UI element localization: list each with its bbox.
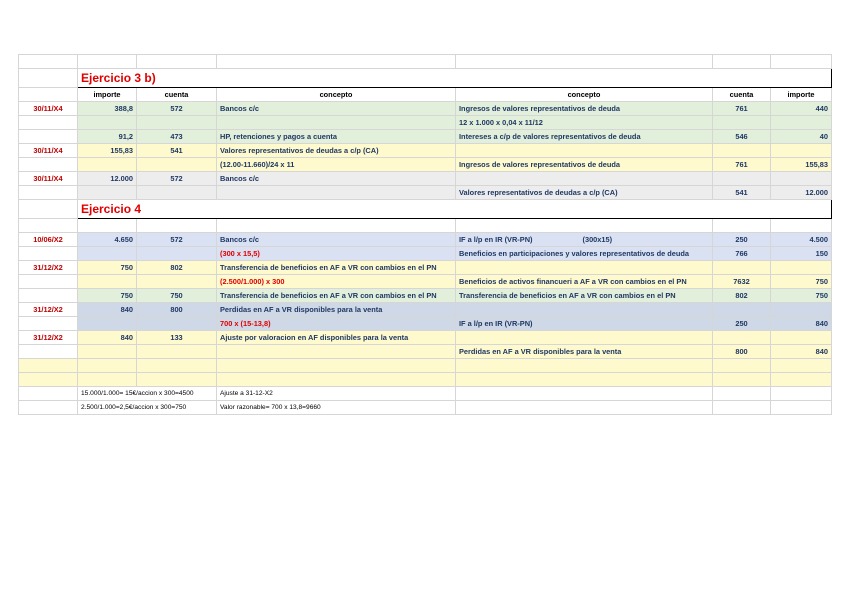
- credit-concept-cell[interactable]: [456, 158, 713, 172]
- credit-concept-cell[interactable]: [456, 289, 713, 303]
- credit-concept-text: Ingresos de valores representativos de deuda: [459, 103, 621, 113]
- credit-concept-cell[interactable]: [456, 102, 713, 116]
- debit-concept-cell[interactable]: (2.500/1.000) x 300: [217, 275, 456, 289]
- credit-amount-cell[interactable]: [771, 261, 832, 275]
- debit-amount-cell[interactable]: 840: [78, 331, 137, 345]
- credit-concept-cell[interactable]: [456, 144, 713, 158]
- credit-concept-text: 12 x 1.000 x 0,04 x 11/12: [459, 117, 543, 127]
- credit-concept-extra: (300x15): [582, 234, 613, 244]
- credit-account-cell[interactable]: [713, 116, 771, 130]
- credit-account-cell[interactable]: [713, 172, 771, 186]
- debit-concept-cell[interactable]: Bancos c/c: [217, 172, 456, 186]
- table-row: [19, 247, 832, 261]
- journal-table: [18, 54, 832, 415]
- header-cuenta-credit[interactable]: cuenta: [713, 88, 771, 102]
- debit-concept-cell[interactable]: [217, 116, 456, 130]
- debit-account-cell[interactable]: 541: [137, 144, 217, 158]
- note-calculation[interactable]: 15.000/1.000= 15€/accion x 300=4500: [78, 387, 217, 401]
- credit-account-cell[interactable]: [713, 331, 771, 345]
- credit-amount-cell[interactable]: 840: [771, 345, 832, 359]
- table-row: [19, 345, 832, 359]
- column-header-row: [19, 88, 832, 102]
- credit-concept-text: Beneficios de activos financueri a AF a VR con cambios en el PN: [459, 276, 687, 286]
- table-row: [19, 116, 832, 130]
- credit-amount-cell[interactable]: 150: [771, 247, 832, 261]
- debit-amount-cell[interactable]: [78, 158, 137, 172]
- credit-amount-cell[interactable]: 840: [771, 317, 832, 331]
- debit-amount-cell[interactable]: [78, 116, 137, 130]
- debit-concept-cell[interactable]: Transferencia de beneficios en AF a VR con cambios en el PN: [217, 261, 456, 275]
- header-cuenta[interactable]: cuenta: [137, 88, 217, 102]
- debit-amount-cell[interactable]: [78, 275, 137, 289]
- exercise4-title[interactable]: Ejercicio 4: [78, 200, 832, 219]
- credit-concept-cell[interactable]: [456, 247, 713, 261]
- blank-row: [19, 373, 832, 387]
- date-cell[interactable]: [19, 247, 78, 261]
- debit-account-cell[interactable]: [137, 116, 217, 130]
- date-cell[interactable]: 10/06/X2: [19, 233, 78, 247]
- debit-account-cell[interactable]: 572: [137, 233, 217, 247]
- spreadsheet: [18, 54, 831, 415]
- debit-account-cell[interactable]: 133: [137, 331, 217, 345]
- debit-concept-cell[interactable]: [217, 186, 456, 200]
- header-importe[interactable]: importe: [78, 88, 137, 102]
- blank-row: [19, 359, 832, 373]
- table-row: [19, 144, 832, 158]
- credit-account-cell[interactable]: [713, 144, 771, 158]
- credit-amount-cell[interactable]: 440: [771, 102, 832, 116]
- debit-concept-cell[interactable]: 700 x (15-13,8): [217, 317, 456, 331]
- credit-account-cell[interactable]: 761: [713, 158, 771, 172]
- credit-concept-cell[interactable]: [456, 345, 713, 359]
- debit-account-cell[interactable]: [137, 158, 217, 172]
- credit-account-cell[interactable]: 546: [713, 130, 771, 144]
- credit-concept-cell[interactable]: [456, 186, 713, 200]
- credit-concept-text: IF a l/p en IR (VR-PN): [459, 318, 533, 328]
- debit-concept-cell[interactable]: HP, retenciones y pagos a cuenta: [217, 130, 456, 144]
- date-cell[interactable]: 31/12/X2: [19, 303, 78, 317]
- credit-concept-cell[interactable]: [456, 331, 713, 345]
- debit-account-cell[interactable]: [137, 345, 217, 359]
- credit-amount-cell[interactable]: 750: [771, 289, 832, 303]
- debit-amount-cell[interactable]: 750: [78, 261, 137, 275]
- date-cell[interactable]: 31/12/X2: [19, 261, 78, 275]
- table-row: [19, 172, 832, 186]
- debit-concept-cell[interactable]: [217, 345, 456, 359]
- credit-amount-cell[interactable]: 750: [771, 275, 832, 289]
- credit-amount-cell[interactable]: [771, 331, 832, 345]
- table-row: [19, 186, 832, 200]
- credit-account-cell[interactable]: 541: [713, 186, 771, 200]
- credit-amount-cell[interactable]: [771, 144, 832, 158]
- credit-amount-cell[interactable]: 155,83: [771, 158, 832, 172]
- debit-amount-cell[interactable]: 12.000: [78, 172, 137, 186]
- date-cell[interactable]: 30/11/X4: [19, 172, 78, 186]
- header-importe-credit[interactable]: importe: [771, 88, 832, 102]
- debit-amount-cell[interactable]: 388,8: [78, 102, 137, 116]
- debit-account-cell[interactable]: 750: [137, 289, 217, 303]
- debit-account-cell[interactable]: 800: [137, 303, 217, 317]
- credit-account-cell[interactable]: 250: [713, 233, 771, 247]
- credit-concept-cell[interactable]: [456, 261, 713, 275]
- table-row: [19, 317, 832, 331]
- debit-amount-cell[interactable]: [78, 247, 137, 261]
- debit-account-cell[interactable]: 802: [137, 261, 217, 275]
- date-cell[interactable]: [19, 275, 78, 289]
- note-adjustment[interactable]: Valor razonable= 700 x 13,8=9660: [217, 401, 456, 415]
- table-row: [19, 331, 832, 345]
- credit-concept-text: IF a l/p en IR (VR-PN): [459, 234, 533, 244]
- note-calculation[interactable]: 2.500/1.000=2,5€/accion x 300=750: [78, 401, 217, 415]
- debit-account-cell[interactable]: [137, 317, 217, 331]
- date-cell[interactable]: [19, 158, 78, 172]
- debit-amount-cell[interactable]: 840: [78, 303, 137, 317]
- date-cell[interactable]: [19, 345, 78, 359]
- debit-concept-cell[interactable]: (12.00-11.660)/24 x 11: [217, 158, 456, 172]
- credit-concept-cell[interactable]: [456, 172, 713, 186]
- credit-concept-text: Ingresos de valores representativos de deuda: [459, 159, 621, 169]
- debit-amount-cell[interactable]: 155,83: [78, 144, 137, 158]
- table-row: [19, 158, 832, 172]
- debit-concept-cell[interactable]: (300 x 15,5): [217, 247, 456, 261]
- debit-concept-cell[interactable]: Perdidas en AF a VR disponibles para la venta: [217, 303, 456, 317]
- credit-concept-cell[interactable]: [456, 130, 713, 144]
- debit-amount-cell[interactable]: [78, 186, 137, 200]
- debit-account-cell[interactable]: [137, 275, 217, 289]
- exercise4-title-row: [19, 200, 832, 219]
- credit-concept-cell[interactable]: [456, 233, 713, 247]
- debit-amount-cell[interactable]: 4.650: [78, 233, 137, 247]
- header-concepto-debit[interactable]: concepto: [217, 88, 456, 102]
- table-row: [19, 102, 832, 116]
- debit-concept-cell[interactable]: Transferencia de beneficios en AF a VR con cambios en el PN: [217, 289, 456, 303]
- credit-concept-cell[interactable]: [456, 275, 713, 289]
- credit-concept-text: Perdidas en AF a VR disponibles para la venta: [459, 346, 622, 356]
- credit-amount-cell[interactable]: [771, 116, 832, 130]
- date-cell[interactable]: [19, 116, 78, 130]
- debit-account-cell[interactable]: [137, 247, 217, 261]
- credit-concept-cell[interactable]: [456, 303, 713, 317]
- debit-amount-cell[interactable]: [78, 345, 137, 359]
- credit-account-cell[interactable]: 766: [713, 247, 771, 261]
- debit-amount-cell[interactable]: 750: [78, 289, 137, 303]
- credit-concept-text: Transferencia de beneficios en AF a VR con cambios en el PN: [459, 290, 676, 300]
- credit-account-cell[interactable]: 800: [713, 345, 771, 359]
- credit-concept-text: Intereses a c/p de valores representativos de deuda: [459, 131, 641, 141]
- date-cell[interactable]: 30/11/X4: [19, 102, 78, 116]
- credit-amount-cell[interactable]: [771, 172, 832, 186]
- header-concepto-credit[interactable]: concepto: [456, 88, 713, 102]
- table-row: [19, 233, 832, 247]
- blank-row: [19, 219, 832, 233]
- credit-concept-cell[interactable]: [456, 116, 713, 130]
- credit-account-cell[interactable]: 761: [713, 102, 771, 116]
- exercise3-title-row: [19, 69, 832, 88]
- date-cell[interactable]: [19, 130, 78, 144]
- debit-amount-cell[interactable]: [78, 317, 137, 331]
- debit-concept-cell[interactable]: Bancos c/c: [217, 102, 456, 116]
- debit-account-cell[interactable]: 473: [137, 130, 217, 144]
- date-cell[interactable]: [19, 289, 78, 303]
- debit-account-cell[interactable]: [137, 186, 217, 200]
- table-row: [19, 130, 832, 144]
- credit-amount-cell[interactable]: 40: [771, 130, 832, 144]
- debit-concept-cell[interactable]: Valores representativos de deudas a c/p (CA): [217, 144, 456, 158]
- credit-account-cell[interactable]: [713, 303, 771, 317]
- credit-account-cell[interactable]: [713, 261, 771, 275]
- date-cell[interactable]: [19, 317, 78, 331]
- credit-amount-cell[interactable]: 12.000: [771, 186, 832, 200]
- note-adjustment[interactable]: Ajuste a 31-12-X2: [217, 387, 456, 401]
- credit-amount-cell[interactable]: [771, 303, 832, 317]
- debit-amount-cell[interactable]: 91,2: [78, 130, 137, 144]
- date-cell[interactable]: [19, 186, 78, 200]
- table-row: [19, 275, 832, 289]
- date-cell[interactable]: 31/12/X2: [19, 331, 78, 345]
- debit-account-cell[interactable]: 572: [137, 102, 217, 116]
- table-row: [19, 289, 832, 303]
- table-row: [19, 261, 832, 275]
- note-row: [19, 387, 832, 401]
- credit-concept-text: Valores representativos de deudas a c/p (CA): [459, 187, 618, 197]
- debit-account-cell[interactable]: 572: [137, 172, 217, 186]
- credit-concept-text: Beneficios en participaciones y valores representativos de deuda: [459, 248, 690, 258]
- credit-amount-cell[interactable]: 4.500: [771, 233, 832, 247]
- table-row: [19, 303, 832, 317]
- credit-account-cell[interactable]: 250: [713, 317, 771, 331]
- note-row: [19, 401, 832, 415]
- credit-account-cell[interactable]: 7632: [713, 275, 771, 289]
- credit-concept-cell[interactable]: [456, 317, 713, 331]
- debit-concept-cell[interactable]: Bancos c/c: [217, 233, 456, 247]
- blank-row: [19, 55, 832, 69]
- date-cell[interactable]: 30/11/X4: [19, 144, 78, 158]
- exercise3-title[interactable]: Ejercicio 3 b): [78, 69, 832, 88]
- credit-account-cell[interactable]: 802: [713, 289, 771, 303]
- debit-concept-cell[interactable]: Ajuste por valoracion en AF disponibles para la venta: [217, 331, 456, 345]
